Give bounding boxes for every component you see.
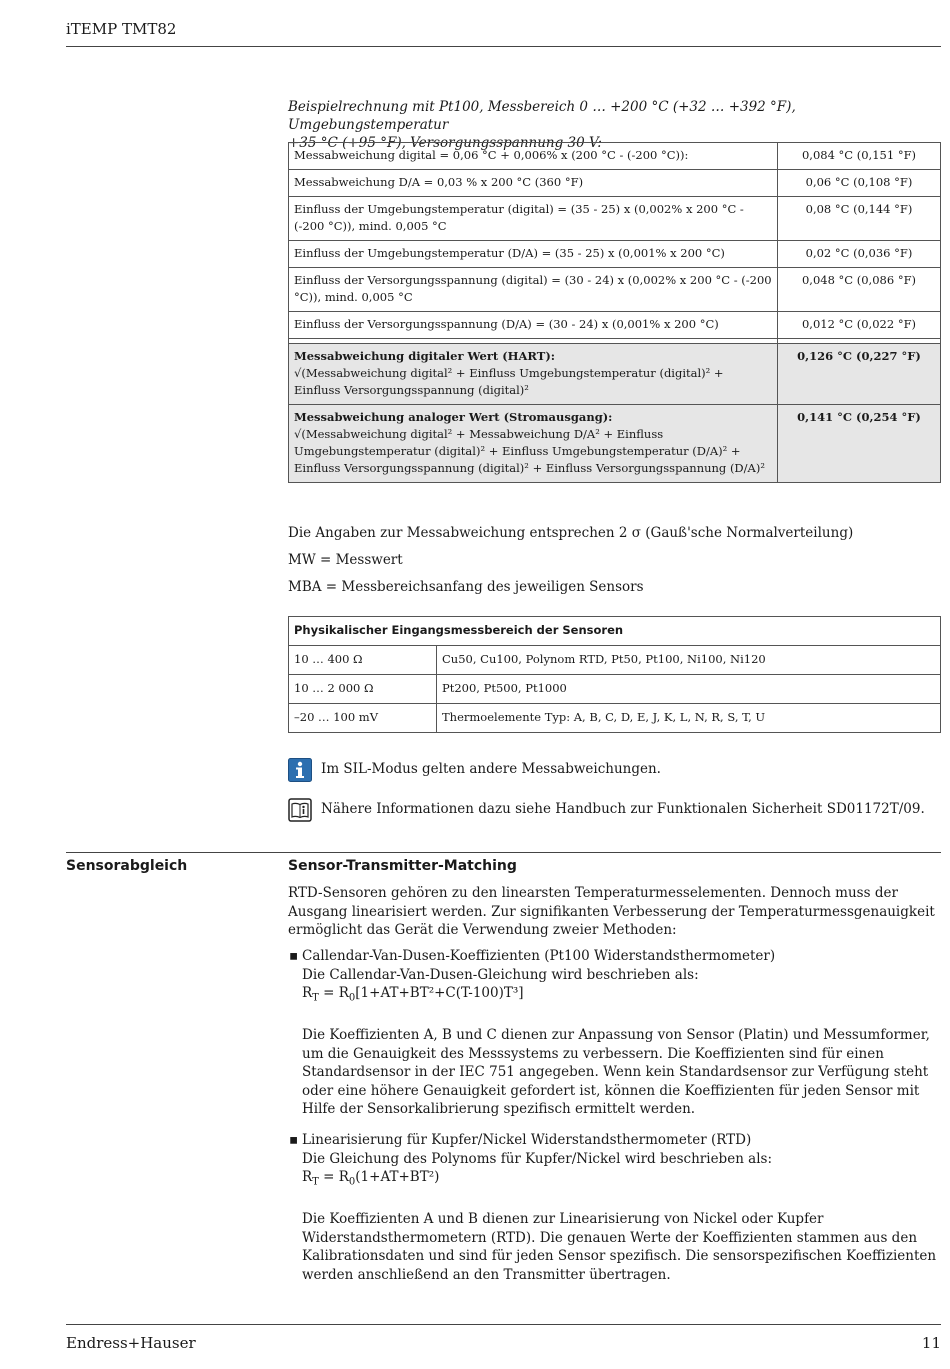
calc-label: Einfluss der Versorgungsspannung (digital) = (30 - 24) x (0,002% x 200 °C - (-200 °C)), mind. 0,005 °C — [289, 268, 778, 312]
example-line-2: +35 °C (+95 °F), Versorgungsspannung 30 V: — [288, 135, 602, 151]
footer-brand: Endress+Hauser — [66, 1334, 196, 1352]
section-label: Sensorabgleich — [66, 858, 188, 874]
range-cell: –20 … 100 mV — [289, 704, 437, 733]
page-number: 11 — [921, 1334, 941, 1352]
table-row — [289, 312, 941, 339]
cvd-formula: $R_T = R_0[1+AT+BT^2+C(T-100)T^3]$ — [302, 985, 524, 1004]
bullet-icon: ▪ — [289, 1132, 299, 1148]
formula-terms: (1+AT+BT²) — [355, 1169, 440, 1185]
calc-value: 0,084 °C (0,151 °F) — [778, 143, 941, 170]
table-header: Physikalischer Eingangsmessbereich der Sensoren — [294, 623, 624, 637]
bullet-line: Die Callendar-Van-Dusen-Gleichung wird beschrieben als: — [302, 966, 699, 983]
calc-value: 0,012 °C (0,022 °F) — [778, 312, 941, 339]
section-title: Sensor-Transmitter-Matching — [288, 858, 517, 874]
bullet-paragraph: Die Koeffizienten A und B dienen zur Linearisierung von Nickel oder Kupfer Widerstandsthermometern (RTD). Die genauen Werte der Koeffizienten stammen aus den Kalibrationsdaten und sind für jeden Sensor spezifisch. Die sensorspezifischen Koeffizienten werden anschließend an den Transmitter übertragen. — [302, 1211, 937, 1283]
note-sigma: Die Angaben zur Messabweichung entsprechen 2 σ (Gauß'sche Normalverteilung) — [288, 525, 854, 541]
table-row — [289, 646, 941, 675]
bullet-paragraph: Die Koeffizienten A, B und C dienen zur Anpassung von Sensor (Platin) und Messumformer, um die Genauigkeit des Messsystems zu verbessern. Die Koeffizienten sind für einen Standardsensor in der IEC 751 angegeben. Wenn kein Standardsensor zur Verfügung steht oder eine höhere Genauigkeit gefordert ist, können die Koeffizienten für jeden Sensor mit Hilfe der Sensorkalibrierung spezifisch ermittelt werden. — [302, 1027, 930, 1118]
formula-terms: [1+AT+BT²+C(T-100)T³] — [355, 985, 524, 1001]
calc-label: Messabweichung digital = 0,06 °C + 0,006% x (200 °C - (-200 °C)): — [289, 143, 778, 170]
footer-rule — [66, 1324, 941, 1325]
polynom-formula: $R_T = R_0(1+AT+BT^2)$ — [302, 1169, 440, 1188]
table-row — [289, 268, 941, 312]
section-rule — [66, 852, 941, 853]
header-rule — [66, 46, 941, 47]
calc-value: 0,06 °C (0,108 °F) — [778, 170, 941, 197]
note-mba: MBA = Messbereichsanfang des jeweiligen Sensors — [288, 579, 644, 595]
summary-formula: √(Messabweichung digital² + Einfluss Umgebungstemperatur (digital)² + Einfluss Versorgungsspannung (digital)² — [294, 366, 724, 397]
calc-value: 0,08 °C (0,144 °F) — [778, 197, 941, 241]
note-mw: MW = Messwert — [288, 552, 403, 568]
calc-label: Einfluss der Umgebungstemperatur (digital) = (35 - 25) x (0,002% x 200 °C - (-200 °C)), mind. 0,005 °C — [289, 197, 778, 241]
sensor-range-table — [288, 616, 941, 733]
calc-label: Messabweichung D/A = 0,03 % x 200 °C (360 °F) — [289, 170, 778, 197]
bullet-icon: ▪ — [289, 948, 299, 964]
table-row — [289, 675, 941, 704]
info-icon — [288, 758, 312, 782]
table-row — [289, 170, 941, 197]
bullet-title: Linearisierung für Kupfer/Nickel Widerstandsthermometer (RTD) — [302, 1132, 752, 1148]
summary-value: 0,141 °C (0,254 °F) — [797, 410, 921, 424]
types-cell: Thermoelemente Typ: A, B, C, D, E, J, K, L, N, R, S, T, U — [437, 704, 941, 733]
list-item-copper-nickel — [288, 1131, 940, 1284]
range-cell: 10 … 400 Ω — [289, 646, 437, 675]
table-header-row — [289, 617, 941, 646]
example-line-1: Beispielrechnung mit Pt100, Messbereich 0 … +200 °C (+32 … +392 °F), Umgebungstemperatur — [288, 99, 796, 133]
calculation-table — [288, 142, 941, 483]
summary-row-analog — [289, 405, 941, 483]
bullet-title: Callendar-Van-Dusen-Koeffizienten (Pt100 Widerstandsthermometer) — [302, 948, 776, 964]
list-item-cvd — [288, 947, 940, 1119]
summary-formula: √(Messabweichung digital² + Messabweichung D/A² + Einfluss Umgebungstemperatur (digital)² + Einfluss Umgebungstemperatur (D/A)² + Einfluss Versorgungsspannung (digital)² + Einfluss Versorgungsspannung (D/A)² — [294, 427, 765, 475]
summary-title: Messabweichung digitaler Wert (HART): — [294, 349, 556, 363]
table-row — [289, 143, 941, 170]
bullet-line: Die Gleichung des Polynoms für Kupfer/Nickel wird beschrieben als: — [302, 1150, 773, 1167]
calc-value: 0,02 °C (0,036 °F) — [778, 241, 941, 268]
running-header: iTEMP TMT82 — [66, 20, 177, 38]
book-icon — [288, 798, 312, 822]
table-row — [289, 241, 941, 268]
table-row — [289, 704, 941, 733]
calc-value: 0,048 °C (0,086 °F) — [778, 268, 941, 312]
reference-hint-text: Nähere Informationen dazu siehe Handbuch zur Funktionalen Sicherheit SD01172T/09. — [321, 801, 925, 817]
types-cell: Cu50, Cu100, Polynom RTD, Pt50, Pt100, Ni100, Ni120 — [437, 646, 941, 675]
calc-label: Einfluss der Umgebungstemperatur (D/A) = (35 - 25) x (0,001% x 200 °C) — [289, 241, 778, 268]
calc-label: Einfluss der Versorgungsspannung (D/A) = (30 - 24) x (0,001% x 200 °C) — [289, 312, 778, 339]
info-hint-text: Im SIL-Modus gelten andere Messabweichungen. — [321, 761, 661, 777]
range-cell: 10 … 2 000 Ω — [289, 675, 437, 704]
summary-value: 0,126 °C (0,227 °F) — [797, 349, 921, 363]
types-cell: Pt200, Pt500, Pt1000 — [437, 675, 941, 704]
summary-title: Messabweichung analoger Wert (Stromausgang): — [294, 410, 613, 424]
summary-row-hart — [289, 344, 941, 405]
section-intro: RTD-Sensoren gehören zu den linearsten Temperaturmesselementen. Dennoch muss der Ausgang linearisiert werden. Zur signifikanten Verbesserung der Temperaturmessgenauigkeit ermöglicht das Gerät die Verwendung zweier Methoden: — [288, 885, 935, 938]
table-row — [289, 197, 941, 241]
